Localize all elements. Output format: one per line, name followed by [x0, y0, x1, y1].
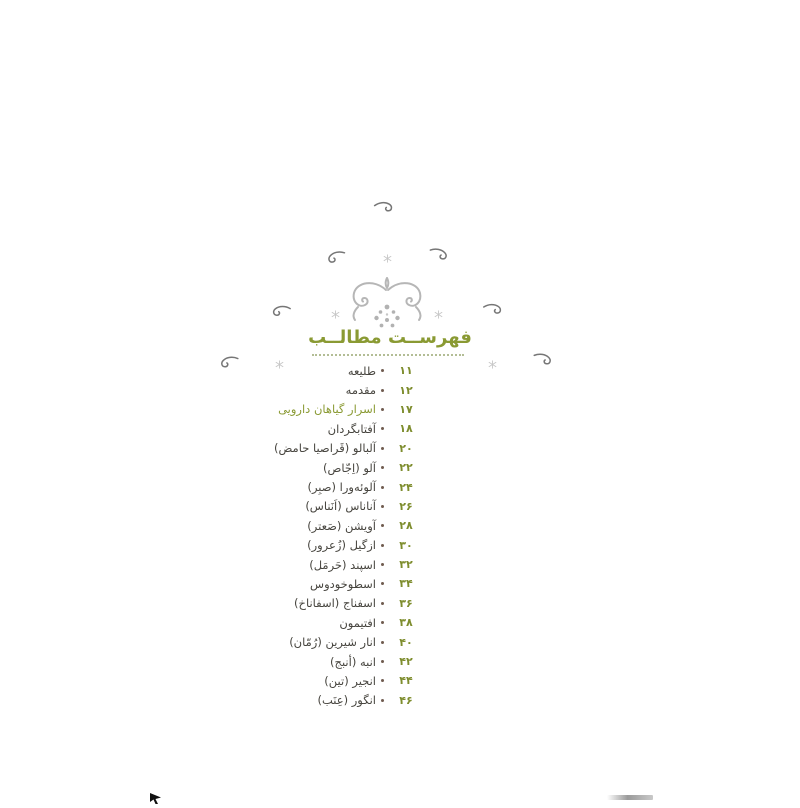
toc-bullet-icon — [381, 524, 384, 527]
asterisk-flower-icon — [488, 360, 497, 369]
toc-bullet-icon — [381, 641, 384, 644]
toc-row — [274, 400, 423, 419]
scan-artifact-bar — [607, 795, 653, 800]
toc-item-label: ازگیل (زُعرور) — [307, 538, 376, 553]
toc-bullet-icon — [381, 408, 384, 411]
toc-row — [274, 380, 423, 399]
toc-item-label: انار شیرین (رُمّان) — [289, 635, 376, 650]
toc-bullet-icon — [381, 447, 384, 450]
toc-page-number: ۲۲ — [399, 461, 413, 475]
toc-page-number: ۲۴ — [399, 480, 413, 494]
toc-page-number: ۲۸ — [399, 519, 413, 533]
toc-row — [274, 652, 423, 671]
toc-item-label: اسفناج (اسفاناخ) — [294, 596, 376, 611]
toc-page-number: ۳۲ — [399, 558, 413, 572]
floral-ornament-icon — [345, 277, 429, 333]
toc-item-label: انگور (عِنَب) — [317, 693, 376, 708]
asterisk-flower-icon — [383, 254, 392, 263]
toc-bullet-icon — [381, 563, 384, 566]
toc-row — [274, 497, 423, 516]
toc-item-label: آلوئه‌ورا (صبِر) — [307, 480, 376, 495]
toc-bullet-icon — [381, 369, 384, 372]
toc-item-label: آلو (اِجّاص) — [323, 460, 376, 475]
toc-row — [274, 671, 423, 690]
toc-page-number: ۲۶ — [399, 499, 413, 513]
toc-row — [274, 536, 423, 555]
toc-page-number: ۴۶ — [399, 693, 413, 707]
toc-item-label: آناناس (اَنَناس) — [305, 499, 376, 514]
curl-flourish-icon — [325, 250, 346, 265]
toc-page-number: ۳۸ — [399, 616, 413, 630]
toc-item-label: آفتابگردان — [327, 421, 376, 436]
toc-item-label: مقدمه — [345, 383, 376, 398]
toc-bullet-icon — [381, 466, 384, 469]
toc-page-number: ۴۰ — [399, 635, 413, 649]
curl-flourish-icon — [482, 302, 503, 316]
toc-bullet-icon — [381, 582, 384, 585]
toc-row — [274, 594, 423, 613]
toc-bullet-icon — [381, 679, 384, 682]
curl-flourish-icon — [428, 247, 449, 261]
toc-bullet-icon — [381, 621, 384, 624]
toc-row — [274, 419, 423, 438]
toc-page-number: ۱۷ — [399, 402, 413, 416]
toc-list — [274, 361, 423, 710]
toc-bullet-icon — [381, 544, 384, 547]
toc-row — [274, 691, 423, 710]
toc-item-label: اسطوخودوس — [310, 576, 376, 591]
toc-page-number: ۴۲ — [399, 655, 413, 669]
toc-page-number: ۳۴ — [399, 577, 413, 591]
toc-item-label: انجیر (تین) — [324, 673, 376, 688]
toc-page-number: ۱۲ — [399, 383, 413, 397]
dotted-divider — [312, 350, 464, 356]
toc-page-number: ۱۸ — [399, 422, 413, 436]
toc-page-number: ۲۰ — [399, 441, 413, 455]
curl-flourish-icon — [533, 352, 554, 365]
toc-item-label: آلبالو (قَراصیا حامض) — [273, 441, 376, 456]
toc-bullet-icon — [381, 660, 384, 663]
toc-page-number: ۴۴ — [399, 674, 413, 688]
toc-row — [274, 555, 423, 574]
toc-bullet-icon — [381, 505, 384, 508]
asterisk-flower-icon — [331, 310, 340, 319]
toc-bullet-icon — [381, 389, 384, 392]
toc-bullet-icon — [381, 602, 384, 605]
page-title: فهرســت مطالــب — [308, 327, 472, 348]
toc-item-label: آویشن (صَعتر) — [307, 518, 376, 533]
toc-row — [274, 613, 423, 632]
toc-bullet-icon — [381, 699, 384, 702]
toc-row — [274, 632, 423, 651]
toc-item-label: انبه (أنبج) — [330, 654, 376, 669]
curl-flourish-icon — [373, 199, 395, 214]
toc-row — [274, 439, 423, 458]
toc-page-number: ۳۶ — [399, 596, 413, 610]
toc-item-label: افتیمون — [339, 615, 376, 630]
cursor-fragment-icon — [149, 789, 163, 800]
toc-row — [274, 477, 423, 496]
toc-item-label: اسپند (حَرمَل) — [309, 557, 376, 572]
toc-bullet-icon — [381, 486, 384, 489]
toc-page-number: ۱۱ — [399, 364, 413, 378]
toc-item-label: اسرار گیاهان دارویی — [278, 402, 376, 417]
toc-page-number: ۳۰ — [399, 538, 413, 552]
curl-flourish-icon — [219, 355, 240, 368]
toc-row — [274, 516, 423, 535]
toc-item-label: طلیعه — [347, 363, 376, 378]
curl-flourish-icon — [271, 304, 292, 317]
toc-row — [274, 361, 423, 380]
toc-row — [274, 574, 423, 593]
toc-bullet-icon — [381, 427, 384, 430]
asterisk-flower-icon — [434, 310, 443, 319]
toc-row — [274, 458, 423, 477]
